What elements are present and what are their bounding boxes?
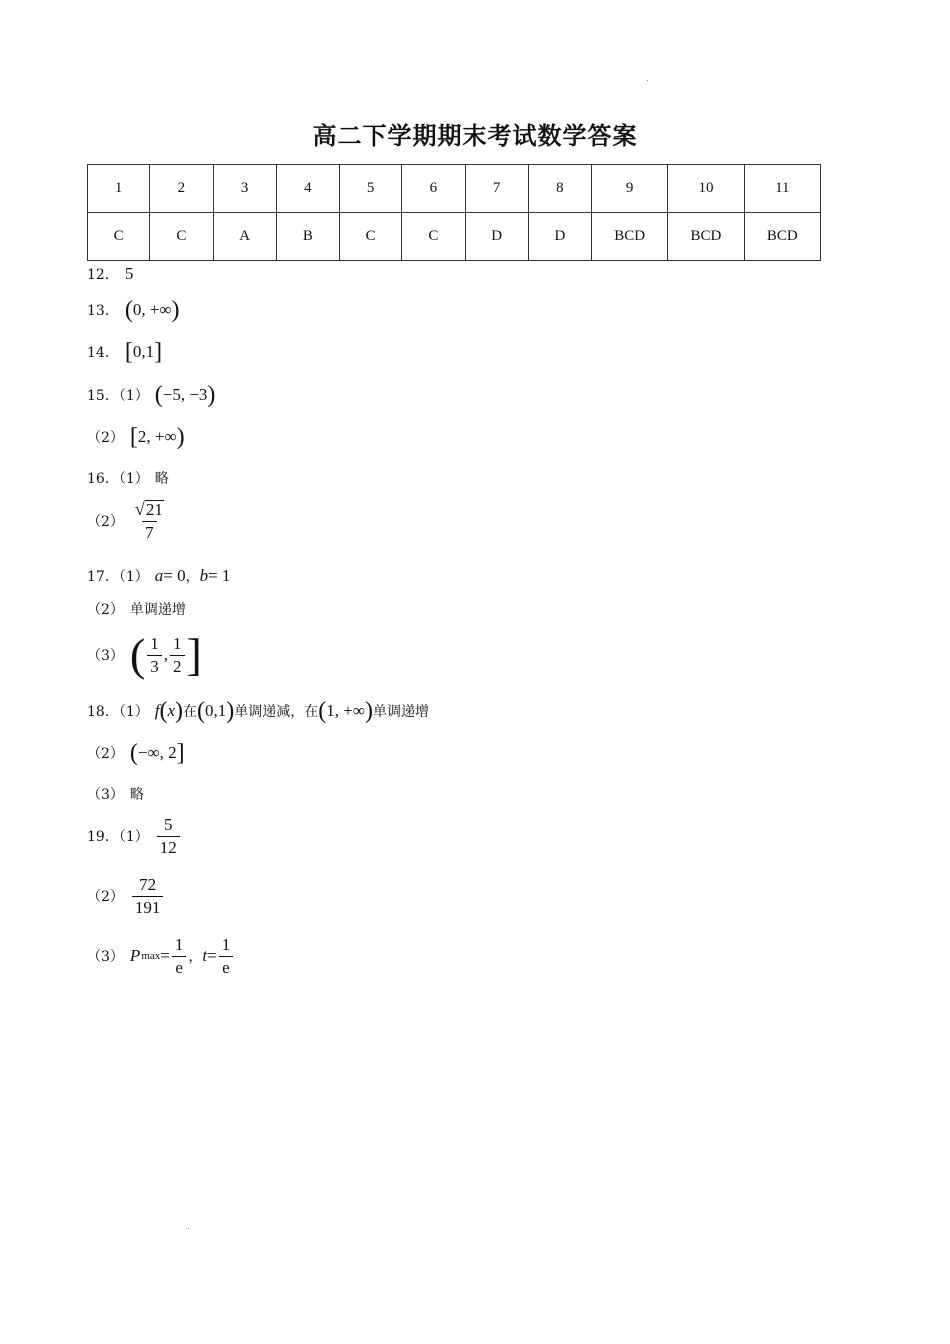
fraction-denominator: 12 xyxy=(157,836,180,857)
fraction-numerator: 5 xyxy=(163,815,173,834)
fraction-denominator: 3 xyxy=(147,655,162,676)
equals-sign: = xyxy=(207,946,217,966)
equals-sign: = xyxy=(160,946,170,966)
close-paren: ) xyxy=(207,382,216,408)
speck-mark xyxy=(188,1228,189,1229)
answer-17-1 xyxy=(87,566,230,586)
question-number-row xyxy=(88,165,821,213)
fraction xyxy=(157,816,180,857)
question-label: 12． xyxy=(87,267,119,283)
answer-value: 5 xyxy=(124,264,134,283)
interval-value: 0, +∞ xyxy=(132,300,172,319)
part-label: （3） xyxy=(87,648,124,664)
answer-18-3 xyxy=(87,784,144,804)
question-number-cell: 8 xyxy=(528,165,591,213)
answer-cell: D xyxy=(465,213,528,261)
question-label: 17．（1） xyxy=(87,569,149,585)
part-label: （2） xyxy=(87,602,124,618)
variable-a: a xyxy=(154,566,164,585)
square-root xyxy=(135,500,164,519)
function-f: f xyxy=(154,701,160,720)
close-paren: ) xyxy=(364,698,373,724)
question-number-cell: 1 xyxy=(88,165,150,213)
question-number-cell: 3 xyxy=(213,165,276,213)
answer-19-3 xyxy=(87,936,235,977)
question-number-cell: 5 xyxy=(340,165,402,213)
variable-x: x xyxy=(167,701,176,720)
fraction xyxy=(147,635,162,676)
variable-p: P xyxy=(129,946,141,966)
fraction xyxy=(219,936,234,977)
question-number-cell: 2 xyxy=(150,165,213,213)
open-paren: ( xyxy=(129,629,146,680)
close-bracket: ] xyxy=(176,740,185,766)
open-paren: ( xyxy=(124,297,133,323)
open-bracket: [ xyxy=(124,339,133,365)
answer-12 xyxy=(87,264,133,284)
fraction-numerator xyxy=(132,500,167,521)
question-number-cell: 9 xyxy=(592,165,668,213)
answer-text: 单调递增 xyxy=(129,602,186,618)
open-paren: ( xyxy=(129,740,138,766)
subscript-max: max xyxy=(141,950,161,963)
question-number-cell: 6 xyxy=(402,165,465,213)
comma: , xyxy=(163,645,168,664)
answer-table xyxy=(87,164,821,261)
fraction-numerator: 1 xyxy=(173,633,182,653)
answer-18-1 xyxy=(87,699,429,723)
part-label: （2） xyxy=(87,746,124,762)
answer-cell: C xyxy=(88,213,150,261)
answer-cell: D xyxy=(528,213,591,261)
open-paren: ( xyxy=(318,698,327,724)
question-label: 19．（1） xyxy=(87,829,149,846)
part-label: （2） xyxy=(87,513,124,530)
answer-14 xyxy=(87,340,162,364)
interval-value: 1, +∞ xyxy=(326,701,365,720)
answer-19-1 xyxy=(87,816,182,857)
answer-16-1 xyxy=(87,468,169,488)
close-paren: ) xyxy=(226,698,235,724)
answer-19-2 xyxy=(87,876,165,917)
answer-15-1 xyxy=(87,383,215,407)
answer-cell: A xyxy=(213,213,276,261)
close-bracket: ] xyxy=(186,629,202,680)
fraction-numerator: 72 xyxy=(139,875,157,894)
answer-text: 略 xyxy=(154,471,169,487)
fraction-numerator: 1 xyxy=(174,935,184,954)
fraction-denominator: e xyxy=(172,956,186,977)
close-paren: ) xyxy=(171,297,180,323)
answer-16-2 xyxy=(87,500,169,542)
answer-17-3 xyxy=(87,629,202,680)
question-label: 13． xyxy=(87,303,119,319)
interval-value: 0,1 xyxy=(205,701,227,720)
separator: ， xyxy=(185,569,200,585)
fraction xyxy=(172,936,187,977)
part-label: （3） xyxy=(87,949,124,966)
fraction-denominator: e xyxy=(219,956,233,977)
answer-cell: C xyxy=(340,213,402,261)
interval-value: 2, +∞ xyxy=(137,427,177,446)
answer-15-2 xyxy=(87,425,185,449)
close-paren: ) xyxy=(175,698,184,724)
close-bracket: ] xyxy=(154,339,163,365)
separator: ， xyxy=(188,949,203,966)
fraction xyxy=(132,876,164,917)
answer-row xyxy=(88,213,821,261)
question-number-cell: 4 xyxy=(276,165,339,213)
question-label: 14． xyxy=(87,345,119,361)
open-paren: ( xyxy=(197,698,206,724)
text-segment: 单调递减，在 xyxy=(234,704,319,720)
value-b: = 1 xyxy=(208,566,231,585)
value-a: = 0 xyxy=(163,566,186,585)
page-title: 高二下学期期末考试数学答案 xyxy=(312,122,638,150)
answer-cell: BCD xyxy=(744,213,820,261)
text-segment: 在 xyxy=(183,704,198,720)
question-label: 15．（1） xyxy=(87,388,149,404)
fraction-denominator: 2 xyxy=(170,655,185,676)
answer-cell: B xyxy=(276,213,339,261)
interval-value: −5, −3 xyxy=(162,385,208,404)
question-number-cell: 7 xyxy=(465,165,528,213)
answer-cell: BCD xyxy=(668,213,744,261)
part-label: （2） xyxy=(87,430,124,446)
question-label: 18．（1） xyxy=(87,704,149,720)
answer-18-2 xyxy=(87,741,185,765)
part-label: （2） xyxy=(87,889,124,906)
fraction-denominator: 191 xyxy=(132,896,164,917)
answer-text: 略 xyxy=(129,787,144,803)
variable-t: t xyxy=(202,946,208,966)
interval-value: 0,1 xyxy=(132,342,155,361)
answer-17-2 xyxy=(87,599,186,619)
question-number-cell: 11 xyxy=(744,165,820,213)
speck-mark xyxy=(647,80,648,81)
answer-13 xyxy=(87,298,180,322)
answer-cell: C xyxy=(150,213,213,261)
variable-b: b xyxy=(199,566,209,585)
open-bracket: [ xyxy=(129,424,138,450)
close-paren: ) xyxy=(176,424,185,450)
part-label: （3） xyxy=(87,787,124,803)
question-label: 16．（1） xyxy=(87,471,149,487)
fraction-numerator: 1 xyxy=(150,633,159,653)
fraction xyxy=(132,500,167,542)
open-paren: ( xyxy=(154,382,163,408)
fraction-denominator: 7 xyxy=(142,521,157,542)
interval-value: −∞, 2 xyxy=(137,743,177,762)
text-segment: 单调递增 xyxy=(372,704,429,720)
radical-sign: √ xyxy=(134,499,145,519)
question-number-cell: 10 xyxy=(668,165,744,213)
fraction xyxy=(170,635,185,676)
answer-cell: C xyxy=(402,213,465,261)
radicand: 21 xyxy=(145,500,163,520)
answer-cell: BCD xyxy=(592,213,668,261)
fraction-numerator: 1 xyxy=(221,935,231,954)
open-paren: ( xyxy=(159,698,168,724)
